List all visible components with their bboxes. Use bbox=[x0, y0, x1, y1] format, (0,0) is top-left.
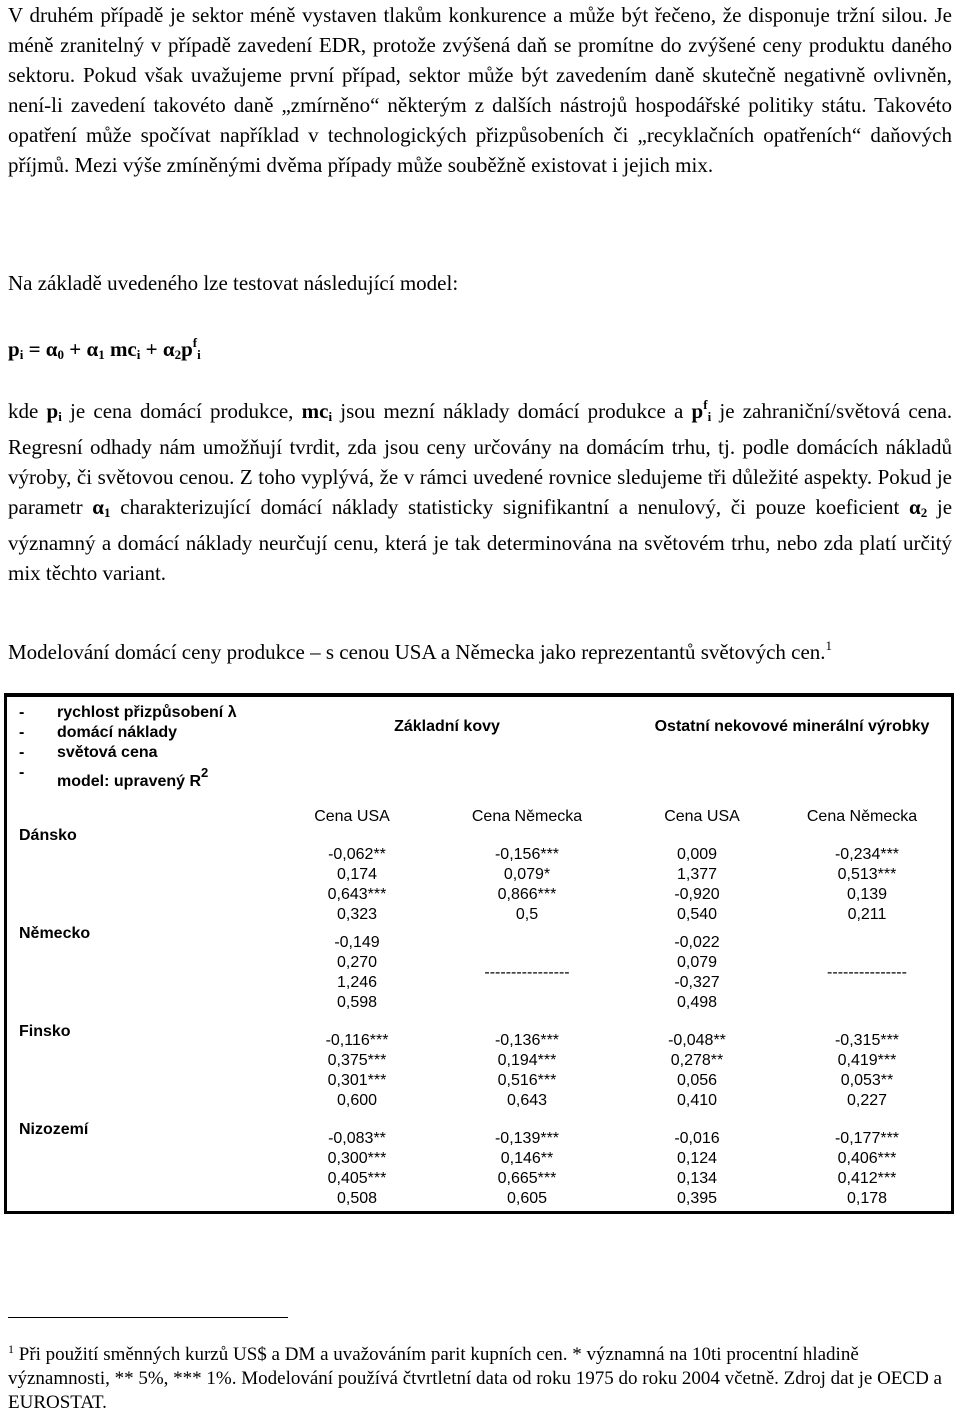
text-rest2: charakterizující domácí náklady statisticky signifikantní a nenulový, či pouze koeficient bbox=[120, 495, 900, 519]
text-rest3: je významný a domácí náklady neurčují cenu, která je tak determinována na světovém trhu, nebo zda platí určitý mix těchto variant. bbox=[8, 495, 953, 585]
column-header: Cena Německa bbox=[471, 808, 583, 825]
formula-alpha2: + α bbox=[140, 337, 175, 361]
formula-pf-sub: i bbox=[197, 347, 201, 362]
cell-finsko-zk-usa: -0,116*** 0,375*** 0,301*** 0,600 bbox=[325, 1032, 389, 1109]
paragraph-intro: V druhém případě je sektor méně vystaven tlakům konkurence a může být řečeno, že disponuje tržní silou. Je méně zranitelný v případě zavedení EDR, protože zvýšená daň se promítne do zvýšené ceny produktu daného sektoru. Pokud však uvažujeme první případ, sektor může být zavedením daně skutečně negativně ovlivněn, není-li zavedení takovéto daně „zmírněno“ některým z dalších nástrojů hospodářské politiky státu. Takovéto opatření může spočívat například v technologických přizpůsobeních či „recyklačních opatřeních“ daňových příjmů. Mezi výše zmíněnými dvěma případy může souběžně existovat i jejich mix. bbox=[8, 3, 952, 177]
cell-dansko-zk-de: -0,156*** 0,079* 0,866*** 0,5 bbox=[494, 846, 560, 923]
text-mid1: je cena domácí produkce, bbox=[70, 399, 294, 423]
caption-footnote-mark: 1 bbox=[825, 638, 833, 653]
column-header: Cena Německa bbox=[806, 808, 918, 825]
column-header: Cena USA bbox=[664, 808, 740, 825]
results-table bbox=[4, 693, 954, 1214]
symbol-mci: $mc_i$ bbox=[301, 399, 333, 424]
paragraph-model-intro: Na základě uvedeného lze testovat následující model: bbox=[8, 271, 459, 295]
column-header: Cena USA bbox=[314, 808, 390, 825]
footnote bbox=[8, 1337, 952, 1415]
cell-finsko-zk-de: -0,136*** 0,194*** 0,516*** 0,643 bbox=[494, 1032, 560, 1109]
footnote-divider bbox=[8, 1317, 288, 1318]
cell-finsko-om-usa: -0,048** 0,278** 0,056 0,410 bbox=[668, 1032, 726, 1109]
paragraph-table-caption bbox=[8, 631, 952, 667]
formula-pf-sup: f bbox=[192, 335, 198, 350]
cell-nizozemi-zk-de: -0,139*** 0,146** 0,665*** 0,605 bbox=[494, 1130, 560, 1207]
footnote-text: Při použití směnných kurzů US$ a DM a uvažováním parit kupních cen. * významná na 10ti procentní hladině významnosti, ** 5%, *** 1%. Modelování používá čtvrtletní data od roku 1975 do roku 2004 včetně. Zdroj dat je OECD a EUROSTAT. bbox=[8, 1344, 942, 1413]
symbol-pi: $p_i$ bbox=[46, 399, 62, 424]
cell-nemecko-zk-usa: -0,149 0,270 1,246 0,598 bbox=[334, 934, 380, 1011]
row-label-dansko: Dánsko bbox=[19, 827, 77, 844]
formula-alpha2-sub: 2 bbox=[174, 347, 182, 362]
cell-dansko-om-de: -0,234*** 0,513*** 0,139 0,211 bbox=[834, 846, 900, 923]
cell-nemecko-om-usa: -0,022 0,079 -0,327 0,498 bbox=[674, 934, 720, 1011]
cell-nemecko-om-de: --------------- bbox=[827, 964, 907, 981]
row-label-finsko: Finsko bbox=[19, 1023, 71, 1040]
text-kde: kde bbox=[8, 399, 39, 423]
row-label-nizozemi: Nizozemí bbox=[19, 1121, 89, 1138]
symbol-alpha1: $\alpha_1$ bbox=[92, 495, 111, 520]
cell-nizozemi-zk-usa: -0,083** 0,300*** 0,405*** 0,508 bbox=[327, 1130, 387, 1207]
footnote-mark: 1 bbox=[8, 1342, 14, 1356]
text-rest: je zahraniční/světová cena. Regresní odhady nám umožňují tvrdit, zda jsou ceny určovány na domácím trhu, tj. podle domácích nákladů výroby, či světovou cenou. Z toho vyplývá, že v rámci uvedené rovnice sledujeme tři důležité aspekty. Pokud je parametr bbox=[8, 399, 953, 519]
caption-text: Modelování domácí ceny produkce – s cenou USA a Německa jako reprezentantů světových cen. bbox=[8, 640, 826, 664]
symbol-pfi: $p^f_i$ bbox=[691, 397, 712, 424]
symbol-alpha2: $\alpha_2$ bbox=[908, 495, 928, 520]
model-formula bbox=[8, 328, 201, 370]
legend-item: - domácí náklady bbox=[19, 724, 178, 741]
legend-item: - rychlost přizpůsobení λ bbox=[19, 704, 237, 721]
cell-nemecko-zk-de: ---------------- bbox=[484, 964, 570, 981]
formula-alpha0: = α bbox=[23, 337, 58, 361]
table-legend bbox=[19, 703, 269, 792]
formula-alpha1: + α bbox=[64, 337, 99, 361]
formula-mc: mc bbox=[104, 337, 137, 361]
group-header-ostatni: Ostatní nekovové minerální výrobky bbox=[654, 718, 930, 735]
cell-nizozemi-om-usa: -0,016 0,124 0,134 0,395 bbox=[674, 1130, 720, 1207]
formula-mc-sub: i bbox=[136, 347, 141, 362]
formula-lhs-sub: i bbox=[19, 347, 24, 362]
formula-lhs: p bbox=[8, 337, 20, 361]
formula-alpha0-sub: 0 bbox=[57, 347, 64, 362]
cell-dansko-zk-usa: -0,062** 0,174 0,643*** 0,323 bbox=[327, 846, 387, 923]
formula-alpha1-sub: 1 bbox=[98, 347, 105, 362]
cell-nizozemi-om-de: -0,177*** 0,406*** 0,412*** 0,178 bbox=[834, 1130, 900, 1207]
cell-finsko-om-de: -0,315*** 0,419*** 0,053** 0,227 bbox=[834, 1032, 900, 1109]
text-mid2: jsou mezní náklady domácí produkce a bbox=[340, 399, 684, 423]
paragraph-explanation bbox=[8, 390, 952, 588]
legend-item: - model: upravený $R^2$ bbox=[19, 764, 209, 790]
legend-item: - světová cena bbox=[19, 744, 158, 761]
cell-dansko-om-usa: 0,009 1,377 -0,920 0,540 bbox=[674, 846, 720, 923]
group-header-zakladni-kovy: Základní kovy bbox=[394, 718, 500, 735]
formula-pf: p bbox=[181, 337, 193, 361]
row-label-nemecko: Německo bbox=[19, 925, 91, 942]
